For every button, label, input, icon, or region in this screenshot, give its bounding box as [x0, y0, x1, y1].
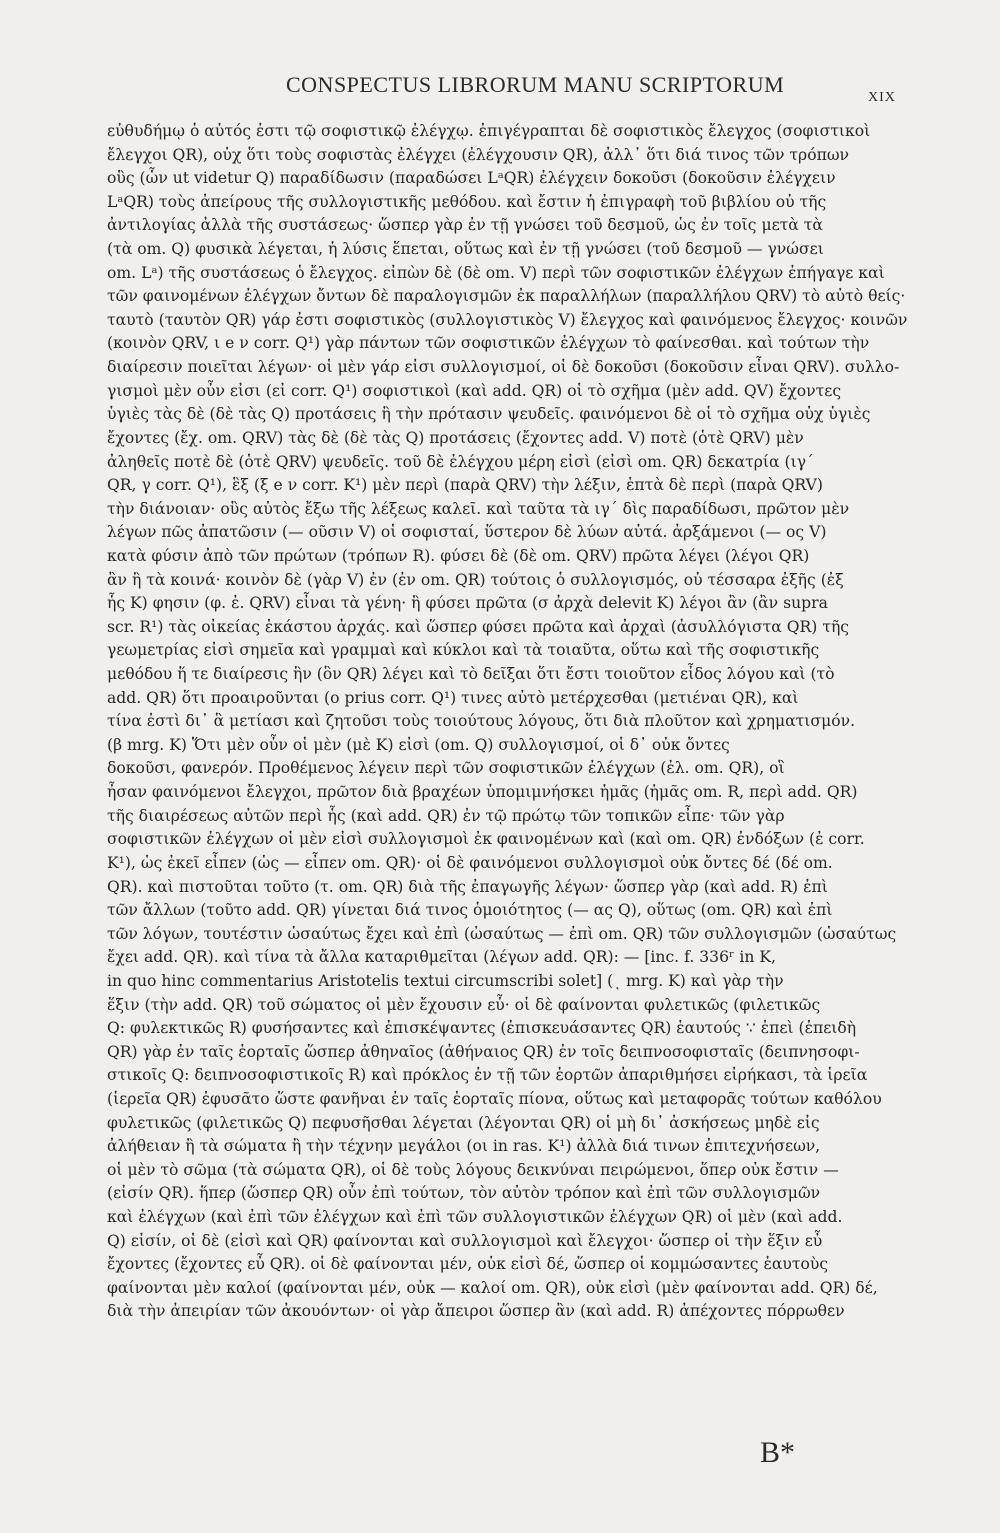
text-line: (κοινὸν QRV, ι e ν corr. Q¹) γὰρ πάντων τῶν σοφιστικῶν ἐλέγχων τὸ φαίνεσθαι. καὶ τούτων τὴν	[107, 334, 870, 353]
text-line: τίνα ἐστὶ δι᾽ ἃ μετίασι καὶ ζητοῦσι τοὺς τοιούτους λόγους, ὅτι διὰ πλοῦτον καὶ χρηματισμόν.	[107, 712, 856, 731]
text-line: φαίνονται μὲν καλοί (φαίνονται μέν, οὐκ — καλοί om. QR), οὐκ εἰσὶ (μὲν φαίνονται add. QR) δέ,	[107, 1278, 878, 1297]
text-line: Q: φυλεκτικῶς R) φυσήσαντες καὶ ἐπισκέψαντες (ἐπισκευάσαντες QR) ἑαυτούς ∵ ἐπεὶ (ἐπειδὴ	[107, 1019, 857, 1038]
body-text	[107, 120, 915, 1324]
text-line: μεθόδου ἥ τε διαίρεσις ἣν (ὃν QR) λέγει καὶ τὸ δεῖξαι ὅτι ἔστι τοιοῦτον εἶδος λόγου καὶ (τὸ	[107, 665, 835, 684]
text-line: Q) εἰσίν, οἱ δὲ (εἰσὶ καὶ QR) φαίνονται καὶ συλλογισμοὶ καὶ ἔλεγχοι· ὥσπερ οἱ τὴν ἕξιν εὖ	[107, 1231, 823, 1250]
text-line: (εἰσίν QR). ἥπερ (ὥσπερ QR) οὖν ἐπὶ τούτων, τὸν αὐτὸν τρόπον καὶ ἐπὶ τῶν συλλογισμῶν	[107, 1184, 821, 1203]
text-line: K¹), ὡς ἐκεῖ εἶπεν (ὡς — εἶπεν om. QR)· οἱ δὲ φαινόμενοι συλλογισμοὶ οὐκ ὄντες δέ (δέ om.	[107, 853, 833, 872]
text-line: διὰ τὴν ἀπειρίαν τῶν ἀκουόντων· οἱ γὰρ ἄπειροι ὥσπερ ἂν (καὶ add. R) ἀπέχοντες πόρρωθεν	[107, 1302, 845, 1321]
text-line: (τὰ om. Q) φυσικὰ λέγεται, ἡ λύσις ἕπεται, οὕτως καὶ ἐν τῇ γνώσει (τοῦ δεσμοῦ — γνώσει	[107, 240, 824, 259]
text-line: ἔχοντες (ἔχοντες εὖ QR). οἱ δὲ φαίνονται μέν, οὐκ εἰσὶ δέ, ὥσπερ οἱ κομμώσαντες ἑαυτοὺς	[107, 1255, 829, 1274]
text-line: εὐθυδήμῳ ὁ αὐτός ἐστι τῷ σοφιστικῷ ἐλέγχῳ. ἐπιγέγραπται δὲ σοφιστικὸς ἔλεγχος (σοφιστικοὶ	[107, 122, 871, 140]
text-line: διαίρεσιν ποιεῖται λέγων· οἱ μὲν γάρ εἰσι συλλογισμοί, οἱ δὲ δοκοῦσι (δοκοῦσιν εἶναι QRV). συλλο-	[107, 358, 900, 377]
text-line: (ἱερεῖα QR) ἐφυσᾶτο ὥστε φανῆναι ἐν ταῖς ἑορταῖς πίονα, οὕτως καὶ μεταφορᾶς τούτων καθόλου	[107, 1089, 882, 1108]
text-line: om. Lᵃ) τῆς συστάσεως ὁ ἔλεγχος. εἰπὼν δὲ (δὲ om. V) περὶ τῶν σοφιστικῶν ἐλέγχων ἐπήγαγε καὶ	[107, 263, 885, 282]
text-line: τῶν φαινομένων ἐλέγχων ὄντων δὲ παραλογισμῶν ἐκ παραλλήλων (παραλλήλου QRV) τὸ αὐτὸ θείς·	[107, 287, 906, 306]
text-line: ἀληθεῖς ποτὲ δὲ (ὁτὲ QRV) ψευδεῖς. τοῦ δὲ ἐλέγχου μέρη εἰσὶ (εἰσὶ om. QR) δεκατρία (ιγ´	[107, 452, 814, 471]
text-line: in quo hinc commentarius Aristotelis textui circumscribi solet] (ͺ mrg. K) καὶ γὰρ τὴν	[107, 971, 784, 990]
text-line: ἂν ἢ τὰ κοινά· κοινὸν δὲ (γὰρ V) ἐν (ἐν om. QR) τούτοις ὁ συλλογισμός, οὐ τέσσαρα ἐξῆς (ἐξ	[107, 570, 844, 589]
text-line: ἔλεγχοι QR), οὐχ ὅτι τοὺς σοφιστὰς ἐλέγχει (ἐλέγχουσιν QR), ἀλλ᾽ ὅτι διά τινος τῶν τρόπων	[107, 145, 850, 164]
text-line: ἦσαν φαινόμενοι ἔλεγχοι, πρῶτον διὰ βραχέων ὑπομιμνήσκει ἡμᾶς (ἡμᾶς om. R, περὶ add. QR)	[107, 783, 858, 802]
text-line: σοφιστικῶν ἐλέγχων οἱ μὲν εἰσὶ συλλογισμοὶ ἐκ φαινομένων καὶ (καὶ om. QR) ἐνδόξων (ἐ corr.	[107, 830, 865, 849]
text-line: τὴν διάνοιαν· οὓς αὐτὸς ἔξω τῆς λέξεως καλεῖ. καὶ ταῦτα τὰ ιγ´ δὶς παραδίδωσι, πρῶτον μὲν	[107, 499, 850, 518]
text-line: καὶ ἐλέγχων (καὶ ἐπὶ τῶν ἐλέγχων καὶ ἐπὶ τῶν συλλογιστικῶν ἐλέγχων QR) οἱ μὲν (καὶ add.	[107, 1208, 843, 1227]
text-line: (β mrg. K) Ὅτι μὲν οὖν οἱ μὲν (μὲ K) εἰσὶ (om. Q) συλλογισμοί, οἱ δ᾽ οὐκ ὄντες	[107, 735, 730, 754]
text-line: τῆς διαιρέσεως αὐτῶν περὶ ἧς (καὶ add. QR) ἐν τῷ πρώτῳ τῶν τοπικῶν εἶπε· τῶν γὰρ	[107, 806, 785, 825]
text-line: κατὰ φύσιν ἀπὸ τῶν πρώτων (τρόπων R). φύσει δὲ (δὲ om. QRV) πρῶτα λέγει (λέγοι QR)	[107, 546, 810, 565]
text-line: οὓς (ὧν ut videtur Q) παραδίδωσιν (παραδώσει LᵃQR) ἐλέγχειν δοκοῦσι (δοκοῦσιν ἐλέγχειν	[107, 169, 836, 188]
text-line: QR) γὰρ ἐν ταῖς ἑορταῖς ὥσπερ ἀθηναῖος (ἀθήναιος QR) ἐν τοῖς δειπνοσοφισταῖς (δειπνησοφι-	[107, 1042, 860, 1061]
text-line: ἀλήθειαν ἢ τὰ σώματα ἢ τὴν τέχνην μεγάλοι (οι in ras. K¹) ἀλλὰ διά τινων ἐπιτεχνήσεων,	[107, 1137, 821, 1156]
text-line: scr. R¹) τὰς οἰκείας ἑκάστου ἀρχάς. καὶ ὥσπερ φύσει πρῶτα καὶ ἀρχαὶ (ἀσυλλόγιστα QR) τῆς	[107, 617, 850, 636]
text-line: γισμοὶ μὲν οὖν εἰσι (εἰ corr. Q¹) σοφιστικοὶ (καὶ add. QR) οἱ τὸ σχῆμα (μὲν add. QV) ἔχοντες	[107, 381, 842, 400]
text-line: ἧς K) φησιν (φ. ἐ. QRV) εἶναι τὰ γένη· ἢ φύσει πρῶτα (σ ἀρχὰ delevit K) λέγοι ἂν (ἂν supra	[107, 594, 828, 613]
text-line: δοκοῦσι, φανερόν. Προθέμενος λέγειν περὶ τῶν σοφιστικῶν ἐλέγχων (ἐλ. om. QR), οἳ	[107, 759, 785, 778]
text-line: ἔχοντες (ἔχ. om. QRV) τὰς δὲ (δὲ τὰς Q) προτάσεις (ἔχοντες add. V) ποτὲ (ὁτὲ QRV) μὲν	[107, 428, 804, 447]
text-line: τῶν ἄλλων (τοῦτο add. QR) γίνεται διά τινος ὁμοιότητος (— ας Q), οὕτως (om. QR) καὶ ἐπὶ	[107, 901, 833, 920]
text-line: γεωμετρίας εἰσὶ σημεῖα καὶ γραμμαὶ καὶ κύκλοι καὶ τὰ τοιαῦτα, οὕτω καὶ τῆς σοφιστικῆς	[107, 641, 820, 660]
page-number: XIX	[868, 90, 896, 105]
text-line: ταυτὸ (ταυτὸν QR) γάρ ἐστι σοφιστικὸς (συλλογιστικὸς V) ἔλεγχος καὶ φαινόμενος ἔλεγχος· κοινῶν	[107, 310, 908, 329]
text-line: QR, γ corr. Q¹), ἓξ (ξ e ν corr. K¹) μὲν περὶ (παρὰ QRV) τὴν λέξιν, ἑπτὰ δὲ περὶ (παρὰ QRV)	[107, 476, 823, 495]
text-line: ἔχει add. QR). καὶ τίνα τὰ ἄλλα καταριθμεῖται (λέγων add. QR): — [inc. f. 336ʳ in K,	[107, 948, 776, 967]
text-line: ὑγιὲς τὰς δὲ (δὲ τὰς Q) προτάσεις ἢ τὴν πρότασιν ψευδεῖς. φαινόμενοι δὲ οἱ τὸ σχῆμα οὐχ ὑγιὲς	[107, 405, 871, 424]
text-line: ἀντιλογίας ἀλλὰ τῆς συστάσεως· ὥσπερ γὰρ ἐν τῇ γνώσει τοῦ δεσμοῦ, ὡς ἐν τοῖς μετὰ τὰ	[107, 216, 823, 235]
text-line: στικοῖς Q: δειπνοσοφιστικοῖς R) καὶ πρόκλος ἐν τῇ τῶν ἑορτῶν ἀπαριθμήσει εἰρήκασι, τὰ ἱρεῖα	[107, 1066, 868, 1085]
text-line: LᵃQR) τοὺς ἀπείρους τῆς συλλογιστικῆς μεθόδου. καὶ ἔστιν ἡ ἐπιγραφὴ τοῦ βιβλίου οὐ τῆς	[107, 192, 827, 211]
running-head: CONSPECTUS LIBRORUM MANU SCRIPTORUM	[286, 72, 785, 97]
page-header	[0, 72, 1000, 108]
text-line: τῶν λόγων, τουτέστιν ὡσαύτως ἔχει καὶ ἐπὶ (ὡσαύτως — ἐπὶ om. QR) τῶν συλλογισμῶν (ὡσαύτως	[107, 924, 897, 943]
signature-mark: B*	[760, 1436, 796, 1469]
text-line: φυλετικῶς (φιλετικῶς Q) πεφυσῆσθαι λέγεται (λέγονται QR) οἱ μὴ δι᾽ ἀσκήσεως μηδὲ εἰς	[107, 1113, 820, 1132]
text-line: add. QR) ὅτι προαιροῦνται (ο prius corr. Q¹) τινες αὐτὸ μετέρχεσθαι (μετιέναι QR), καὶ	[107, 688, 799, 707]
text-line: QR). καὶ πιστοῦται τοῦτο (τ. om. QR) διὰ τῆς ἐπαγωγῆς λέγων· ὥσπερ γὰρ (καὶ add. R) ἐπὶ	[107, 877, 828, 896]
text-line: ἕξιν (τὴν add. QR) τοῦ σώματος οἱ μὲν ἔχουσιν εὖ· οἱ δὲ φαίνονται φυλετικῶς (φιλετικῶς	[107, 995, 821, 1014]
text-line: λέγων πῶς ἀπατῶσιν (— οῦσιν V) οἱ σοφισταί, ὕστερον δὲ λύων αὐτά. ἀρξάμενοι (— ος V)	[107, 523, 827, 542]
text-line: οἱ μὲν τὸ σῶμα (τὰ σώματα QR), οἱ δὲ τοὺς λόγους δεικνύναι πειρώμενοι, ὅπερ οὐκ ἔστιν —	[107, 1160, 839, 1179]
